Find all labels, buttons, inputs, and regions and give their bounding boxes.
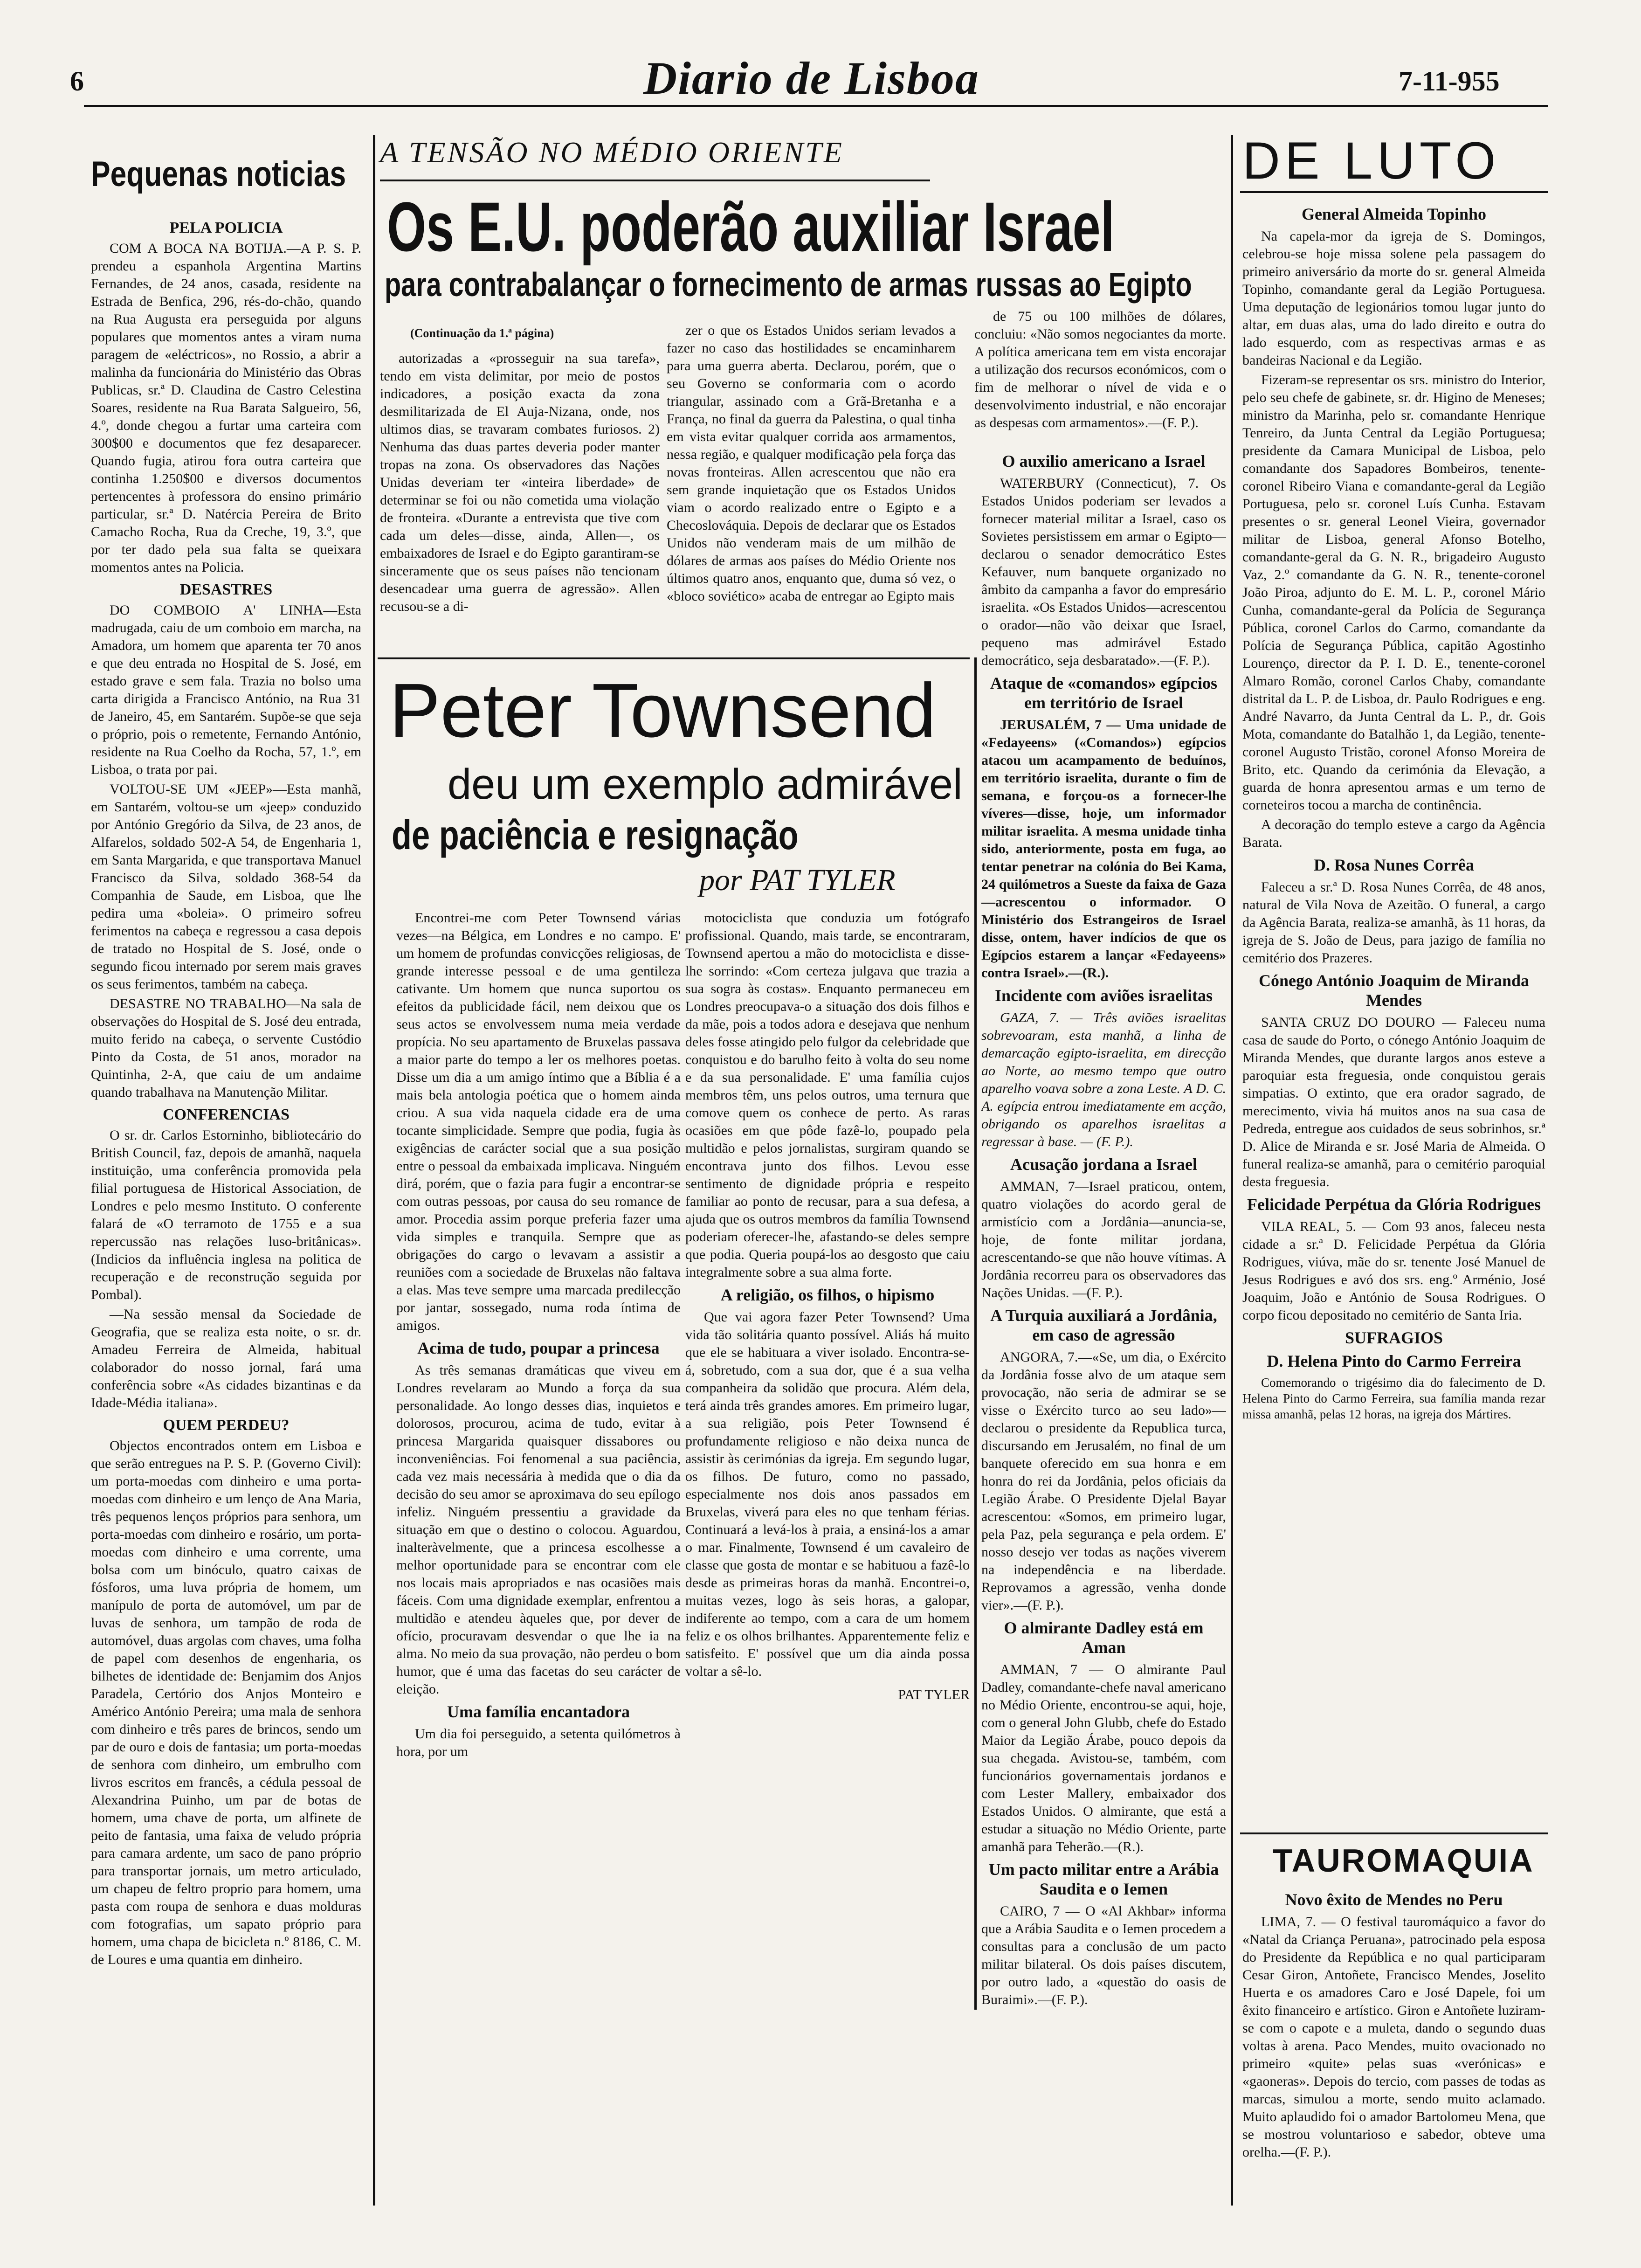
conferencias-heading: CONFERENCIAS [162,1106,290,1123]
desastres-heading: DESASTRES [179,581,273,598]
townsend-col-1-text: Encontrei-me com Peter Townsend várias vezes—na Bélgica, em Londres e no campo. E' um homem de profundas convicções religiosas, de grande interesse pessoal e de uma gentileza cativante. Um homem que nunca suportou os efeitos da publicidade fácil, nem deixou que os seus actos se envolvessem numa meia verdade propícia. No seu apartamento de Bruxelas passava a maior parte do tempo a ler os melhores poetas. Disse um dia a um amigo íntimo que a Bíblia é a mais bela antologia poética que o homem ainda criou. A sua vida naquela cidade era de uma tocante simplicidade. Sempre que podia, fugia às exigências de carácter social que a sua posição entre o pessoal da embaixada implicava. Ninguém dirá, porém, que o fazia para fugir a encontrar-se com outras pessoas, por causa do seu romance de amor. Procedia assim porque preferia fazer uma vida simples e tranquila. Sempre que as obrigações do cargo o levavam a assistir a reuniões com a sociedade de Bruxelas não faltava a elas. Mas teve sempre uma marcada predilecção por jantar, sossegado, numa roda íntima de amigos. [396,910,681,1333]
ataque-heading: Ataque de «comandos» egípcios em território de Israel [990,674,1218,712]
dadley-heading: O almirante Dadley está em Aman [1004,1618,1204,1657]
tensao-col-1-text: autorizadas a «prosseguir na sua tarefa», tendo em vista delimitar, por meio de postos indicadores, a posição exacta da zona desmilitarizada de El Auja-Nizana, onde, nos ultimos dias, se travaram combates furiosos. 2) Nenhuma das duas partes deveria poder manter tropas na zona. Os observadores das Nações Unidas deveriam ter «inteira liberdade» de determinar se foi ou não cometida uma violação de fronteira. «Durante a entrevista que tive com cada um deles—disse, ainda, Allen—, os embaixadores de Israel e do Egipto garantiram-se sinceramente que os seus países não tencionam desencadear uma guerra de agressão». Allen recusou-se a di- [380,351,660,614]
dadley-text: AMMAN, 7 — O almirante Paul Dadley, comandante-chefe naval americano no Médio Oriente, encontrou-se aqui, hoje, com o general John Glubb, chefe do Estado Maior da Legião Árabe, pouco depois da sua chegada. Avistou-se, também, com funcionários governamentais jordanos e com Lester Mallery, embaixador dos Estados Unidos. O almirante, que está a estudar a situação no Médio Oriente, parte amanhã para Teherão.—(R.). [981,1662,1226,1854]
tensao-col-3-text: de 75 ou 100 milhões de dólares, concluiu: «Não somos negociantes da morte. A política americana tem em vista encorajar a utilização dos recursos económicos, com o fim de melhorar o nível de vida e o desenvolvimento industrial, e não encorajar as despesas com armamentos».—(F. P.). [974,309,1226,430]
policia-text: COM A BOCA NA BOTIJA.—A P. S. P. prendeu a espanhola Argentina Martins Fernandes, de 24 anos, casada, residente na Estrada de Benfica, 296, rés-do-chão, quando na Rua Augusta era perseguida por alguns populares que momentos antes a viram numa paragem de «eléctricos», no Rossio, a abrir a malinha da funcionária do Ministério das Obras Publicas, sr.ª D. Claudina de Castro Celestina Soares, residente na Rua Barata Salgueiro, 56, 4.º, donde chegou a furtar uma carteira com 300$00 e documentos que fez desaparecer. Quando fugia, atirou fora outra carteira que continha 1.250$00 e diversos documentos pertencentes à professora do ensino primário particular, sr.ª D. Natércia Pereira de Brito Camacho Rocha, Rua da Creche, 19, 3.º, que por ter dado pela sua falta se queixara momentos antes na Policia. [91,241,361,575]
conego-text: SANTA CRUZ DO DOURO — Faleceu numa casa de saude do Porto, o cónego António Joaquim de Miranda Mendes, que durante largos anos esteve a paroquiar esta freguesia, onde conquistou gerais simpatias. O extinto, que era orador sagrado, de merecimento, vivia há muitos anos na sua casa de Pedreda, entregue aos cuidados de seus sobrinhos, sr.ª D. Alice de Miranda e sr. José Maria de Almeida. O funeral realiza-se amanhã, para o cemitério paroquial desta freguesia. [1242,1015,1545,1189]
tauromaquia-heading: Novo êxito de Mendes no Peru [1285,1890,1503,1909]
sufragios-heading: SUFRAGIOS [1345,1328,1443,1347]
townsend-title: Peter Townsend [389,668,937,753]
tensao-headline: Os E.U. poderão auxiliar Israel [387,187,1115,266]
townsend-col-1b-text: As três semanas dramáticas que viveu em Londres revelaram ao Mundo a força da sua personalidade. Ao longo desses dias, inquietos e dolorosos, procurou, acima de tudo, evitar à princesa Margarida quaisquer dissabores ou inconveniências. Foi fenomenal a sua paciência, cada vez mais necessária à medida que o dia da decisão do seu amor se aproximava do seu epílogo infeliz. Ninguém pressentiu a gravidade da situação em que o destino o colocou. Aguardou, inalteràvelmente, que a princesa escolhesse a melhor oportunidade para se encontrar com ele nos locais mais apropriados e nas ocasiões mais fáceis. Com uma dignidade exemplar, enfrentou a multidão e atendeu àqueles que, por dever de ofício, procuravam desvendar o que lhe ia na alma. No meio da sua provação, não perdeu o bom humor, que é uma das facetas do seu carácter de eleição. [396,1362,681,1697]
tauromaquia-title: TAUROMAQUIA [1273,1842,1534,1879]
townsend-byline: por PAT TYLER [699,863,896,897]
continuation-note: (Continuação da 1.ª página) [410,326,554,340]
paper-title: Diario de Lisboa [643,52,979,104]
incidente-heading: Incidente com aviões israelitas [995,986,1213,1005]
auxilio-heading: O auxilio americano a Israel [1002,452,1206,470]
townsend-col-2b-text: Que vai agora fazer Peter Townsend? Uma vida tão solitária quanto possível. Aliás há muito que ele se habituara a viver isolado. Encontra-se-á, sobretudo, com a sua dor, que é a sua velha companheira da solidão que procura. Além dela, terá ainda três grandes amores. Em primeiro lugar, a sua religião, pois Peter Townsend é profundamente religioso e não deixa nunca de assistir às cerimónias da igreja. Em segundo lugar, os filhos. De futuro, como no passado, especialmente nos dois anos passados em Bruxelas, viverá para eles no que tenham férias. Continuará a levá-los à praia, a ensiná-los a amar o mar. Finalmente, Townsend é um cavaleiro de classe que gosta de montar e se habituou a fazê-lo desde as primeiras horas da manhã. Encontrei-o, muitas vezes, logo às seis horas, a galopar, indiferente ao tempo, com a cara de um homem feliz e os olhos brilhantes. Apparentemente feliz e satisfeito. E' possível que um dia ainda possa voltar a sê-lo. [685,1309,970,1679]
topinho-text-3: A decoração do templo esteve a cargo da Agência Barata. [1242,817,1545,850]
desastres-text-1: DO COMBOIO A' LINHA—Esta madrugada, caiu de um comboio em marcha, na Amadora, um homem que aparenta ter 70 anos e que deu entrada no Hospital de S. José, em estado grave e sem fala. Trazia no bolso uma carta dirigida a Francisco António, na Rua 31 de Janeiro, 45, em Santarém. Supõe-se que seja o próprio, pois o remetente, Fernando António, residente na Rua Coelho da Rocha, 57, 1.º, em Lisboa, o trata por pai. [91,602,361,777]
auxilio-text: WATERBURY (Connecticut), 7. Os Estados Unidos poderiam ser levados a fornecer material militar a Israel, caso os Sovietes persistissem em armar o Egipto—declarou o senador democrático Estes Kefauver, num banquete organizado no âmbito da campanha a favor do empresário israelita. «Os Estados Unidos—acrescentou o orador—não vão deixar que Israel, pequeno mas admirável Estado democrático, seja desbaratado».—(F. P.). [981,476,1226,668]
tauromaquia-text: LIMA, 7. — O festival tauromáquico a favor do «Natal da Criança Peruana», patrocinado pela esposa do Presidente da República e no qual participaram Cesar Giron, Antoñete, Francisco Mendes, Joselito Huerta e os amadores Caro e José Dapele, foi um êxito financeiro e artístico. Giron e Antoñete luziram-se com o capote e a muleta, dando o segundo duas voltas à arena. Paco Mendes, muito ovacionado no primeiro «quite» pelas suas «verónicas» e «gaoneras». Depois do tercio, com passes de todas as marcas, simulou a morte, sendo muito aclamado. Muito aplaudido foi o amador Bartolomeu Mena, que se mostrou voluntarioso e sabedor, obteve uma orelha.—(F. P.). [1242,1914,1545,2160]
policia-heading: PELA POLICIA [169,219,283,236]
townsend-col-1 [396,909,681,2206]
townsend-col-1c-text: Um dia foi perseguido, a setenta quilómetros à hora, por um [396,1726,681,1759]
sufragios-text: Comemorando o trigésimo dia do falecimento de D. Helena Pinto do Carmo Ferreira, sua família manda rezar missa amanhã, pelas 12 horas, na igreja dos Mártires. [1242,1376,1545,1421]
tensao-col-2-text: zer o que os Estados Unidos seriam levados a fazer no caso das hostilidades se encaminharem para uma guerra aberta. Declarou, porém, que o seu Governo se conformaria com o acordo triangular, assinado com a Grã-Bretanha e a França, no final da guerra da Palestina, o qual tinha em vista evitar qualquer corrida aos armamentos, nessa região, e qualquer modificação pela força das novas fronteiras. Allen acrescentou que não era sem grande inquietação que os Estados Unidos viam o acordo realizado entre o Egipto e a Checoslováquia. Depois de declarar que os Estados Unidos não venderam mais de um milhão de dólares de armas aos países do Médio Oriente nos últimos quatro anos, enquanto que, duma só vez, o «bloco soviético» acaba de entregar ao Egipto mais [667,323,956,604]
pacto-text: CAIRO, 7 — O «Al Akhbar» informa que a Arábia Saudita e o Iemen procedem a consultas para a conclusão de um pacto militar bilateral. Os dois países discutem, por outro lado, a «questão do oasis de Buraimi».—(F. P.). [981,1903,1226,2007]
section-divider [1240,1832,1548,1834]
tauromaquia-column [1242,1886,1545,2208]
pequenas-column [91,214,361,2206]
tensao-col-3 [974,308,1226,448]
pequenas-noticias-title: Pequenas noticias [91,154,346,194]
perdeu-heading: QUEM PERDEU? [163,1417,290,1434]
ataque-text: JERUSALÉM, 7 — Uma unidade de «Fedayeens» («Comandos») egípcios atacou um acampamento de beduínos, em território israelita, durante o fim de semana, e forçou-os a fornecer-lhe víveres—disse, hoje, um informador militar israelita. A mesma unidade tinha sido, anteriormente, posta em fuga, ao tentar penetrar na colónia do Bei Kama, 24 quilómetros a Sueste da faixa de Gaza—acrescentou o informador. O Ministério dos Estrangeiros de Israel disse, ontem, haver indícios de que os Egípcios estarem a lançar «Fedayeens» contra Israel».—(R.). [981,717,1226,981]
townsend-subhead-b: Uma família encantadora [447,1702,630,1721]
page-number: 6 [70,66,84,97]
tensao-col-2 [667,322,956,653]
desastres-text-3: DESASTRE NO TRABALHO—Na sala de observações do Hospital de S. José deu entrada, muito ferido na cabeça, o servente Custódio Pinto da Costa, de 51 anos, morador na Quintinha, 2-A, que caiu de um andaime quando trabalhava na Manutenção Militar. [91,996,361,1100]
news-column [981,448,1226,2206]
issue-date: 7-11-955 [1399,66,1500,97]
felicidade-heading: Felicidade Perpétua da Glória Rodrigues [1247,1195,1541,1214]
townsend-subtitle-2: de paciência e resignação [392,812,799,858]
townsend-subhead-c: A religião, os filhos, o hipismo [720,1286,935,1304]
column-divider [974,657,977,2010]
section-divider [378,657,970,659]
de-luto-column [1242,201,1545,1828]
topinho-text-2: Fizeram-se representar os srs. ministro do Interior, pelo seu chefe de gabinete, sr. dr. Higino de Meneses; ministro da Marinha, pelo sr. comandante Henrique Tenreiro, da Junta Central da Legião Portuguesa; presidente da Camara Municipal de Lisboa, pelo comandante dos Sapadores Bombeiros, tenente-coronel Ribeiro Viana e comandante-geral da Legião Portuguesa, pelo sr. coronel Luís Cunha. Estavam presentes o sr. general Leonel Vieira, governador militar de Lisboa, general Afonso Botelho, comandante-geral da G. N. R., brigadeiro Augusto Vaz, 2.º comandante da G. N. R., tenente-coronel João Piroa, adjunto do E. M. L. P., coronel Mário Cunha, comandante-geral da Polícia de Segurança Pública, coronel Carlos do Carmo, comandante da Polícia de Segurança Pública, capitão Agostinho Lourenço, director da P. I. D. E., tenente-coronel Almaro Romão, coronel Carlos Chaby, comandante distrital da L. P. de Lisboa, dr. Paulo Rodrigues e eng. André Navarro, da Junta Central da L. P., dr. Gois Mota, comandante do Batalhão 1, da Legião, tenente-coronel Augusto Tristão, coronel Afonso Moreira de Brito, etc. Quando da cerimónia da Elevação, a guarda de honra apresentou armas e um terno de corneteiros tocou a marcha de continência. [1242,372,1545,813]
incidente-text: GAZA, 7. — Três aviões israelitas sobrevoaram, esta manhã, a linha de demarcação egipto-israelita, em direcção ao Norte, ao mesmo tempo que outro aparelho voava sobre a zona Leste. A D. C. A. egípcia entrou imediatamente em acção, obrigando os aparelhos israelitas a regressar à base. — (F. P.). [981,1010,1226,1149]
topinho-text-1: Na capela-mor da igreja de S. Domingos, celebrou-se hoje missa solene pela passagem do primeiro aniversário da morte do sr. general Almeida Topinho, comandante geral da Legião Portuguesa. Uma deputação de legionários tomou lugar junto do altar, em duas alas, uma do lado direito e outra do lado esquerdo, com as respectivas armas e as bandeiras Nacional e da Legião. [1242,228,1545,368]
desastres-text-2: VOLTOU-SE UM «JEEP»—Esta manhã, em Santarém, voltou-se um «jeep» conduzido por António Gregório da Silva, de 23 anos, de Alfarelos, soldado 502-A 54, de Engenharia 1, em Santa Margarida, e que transportava Manuel Francisco da Silva, soldado 368-54 da Companhia de Saude, em Lisboa, que lhe pedira uma «boleia». O primeiro sofreu ferimentos na cabeça e regressou a casa depois de tratado no Hospital de S. José, onde o segundo ficou internado por serem mais graves os seus ferimentos, também na cabeça. [91,781,361,992]
conferencias-text-1: O sr. dr. Carlos Estorninho, bibliotecário do British Council, faz, depois de amanhã, naquela instituição, uma conferência promovida pela filial portuguesa de Historical Association, de Londres e pelo mesmo Instituto. O conferente falará de «O terramoto de 1755 e a sua repercussão nas relações luso-britânicas». (Indicios da influência inglesa na politica de recuperação e de reconstrução seguida por Pombal). [91,1127,361,1302]
acusacao-text: AMMAN, 7—Israel praticou, ontem, quatro violações do acordo geral de armistício com a Jordânia—anuncia-se, hoje, de fonte militar jordana, acrescentando-se que não houve vítimas. A Jordânia recorreu para os observadores das Nações Unidas. —(F. P.). [981,1179,1226,1300]
masthead-rule [84,105,1548,107]
column-divider [1231,135,1233,2206]
de-luto-title: DE LUTO [1242,131,1501,190]
townsend-subtitle-1: deu um exemplo admirável [448,761,963,808]
rosa-text: Faleceu a sr.ª D. Rosa Nunes Corrêa, de 48 anos, natural de Vila Nova de Azeitão. O funeral, a cargo da Agência Barata, realiza-se amanhã, às 11 horas, da igreja de S. João de Deus, para jazigo de família no cemitério dos Prazeres. [1242,879,1545,966]
acusacao-heading: Acusação jordana a Israel [1010,1155,1197,1174]
rosa-heading: D. Rosa Nunes Corrêa [1314,856,1474,874]
tensao-col-1 [380,350,660,653]
sufragios-subheading: D. Helena Pinto do Carmo Ferreira [1267,1352,1521,1370]
turquia-text: ANGORA, 7.—«Se, um dia, o Exército da Jordânia fosse alvo de um ataque sem provocação, não seria de admirar se se visse o Exército turco ao seu lado»—declarou o presidente da Republica turca, discursando em Jerusalém, no final de um banquete oferecido em sua honra e em honra do rei da Jordânia, pelos oficiais da Legião Árabe. O Presidente Djelal Bayar acrescentou: «Somos, em primeiro lugar, pela Paz, pela segurança e pela ordem. E' nosso desejo ver todas as nações viverem na independência e na liberdade. Reprovamos a agressão, venha donde vier».—(F. P.). [981,1349,1226,1613]
de-luto-underline [1240,191,1548,193]
townsend-subhead-a: Acima de tudo, poupar a princesa [417,1339,660,1357]
conferencias-text-2: —Na sessão mensal da Sociedade de Geografia, que se realiza esta noite, o sr. dr. Amadeu Ferreira de Almeida, habitual colaborador do nosso jornal, fará uma conferência sobre «As cidades bizantinas e da Idade-Média italiana». [91,1307,361,1411]
townsend-col-2 [685,909,970,2206]
tensao-kicker: A TENSÃO NO MÉDIO ORIENTE [380,136,844,169]
perdeu-text: Objectos encontrados ontem em Lisboa e que serão entregues na P. S. P. (Governo Civil): um porta-moedas com dinheiro e uma porta-moedas com dinheiro e um lenço de Ana Maria, três pequenos lenços próprios para senhora, um porta-moedas com dinheiro e rosário, um porta-moedas com dinheiro e uma corrente, uma bolsa com um binóculo, quatro caixas de fósforos, uma luva própria de homem, um manípulo de porta de automóvel, um par de luvas de senhora, um tampão de roda de automóvel, duas argolas com chaves, uma folha de papel com desenhos de engenharia, os bilhetes de identidade de: Benjamim dos Anjos Paradela, Certório dos Anjos Monteiro e Américo António Pereira; uma mala de senhora com dinheiro e três pares de brincos, sendo um par de ouro e dois de fantasia; um porta-moedas de senhora com dinheiro, um embrulho com livros escritos em francês, a cédula pessoal de Alexandrina Puinho, um par de botas de homem, uma chave de porta, um alfinete de peito de fantasia, uma faixa de veludo própria para camara ardente, um saco de pano próprio para transportar jornais, um metro articulado, um chapeu de feltro proprio para homem, uma pasta com roupa de senhora e duas molduras com fotografias, um sapato próprio para homem, uma chapa de bicicleta n.º 8186, C. M. de Loures e uma quantia em dinheiro. [91,1438,361,1967]
topinho-heading: General Almeida Topinho [1301,205,1487,223]
townsend-col-2-text: motociclista que conduzia um fotógrafo profissional. Quando, mais tarde, se encontraram, Townsend apertou a mão do motociclista e disse-lhe sorrindo: «Com certeza julgava que trazia a sua sogra às costas». Enquanto permaneceu em Londres preocupava-o a situação dos dois filhos e da mãe, pois a todos adora e desejava que nenhum deles fosse atingido pelo fulgor da celebridade que conquistou e do barulho feito à volta do seu nome e da sua personalidade. E' uma família cujos membros têm, uns pelos outros, uma ternura que comove quem os conhece de perto. As raras ocasiões em que pôde fazê-lo, poupado pela multidão e pelos jornalistas, surgiram quando se encontrava junto dos filhos. Levou esse sentimento de dignidade própria e respeito familiar ao ponto de recusar, para a sua defesa, a ajuda que os outros membros da família Townsend poderiam oferecer-lhe, afastando-se deles sempre que podia. Queria poupá-los ao desgosto que caiu integralmente sobre a sua alma forte. [685,910,970,1280]
townsend-signoff: PAT TYLER [898,1687,970,1702]
turquia-heading: A Turquia auxiliará a Jordânia, em caso de agressão [990,1306,1217,1344]
column-divider [373,135,375,2206]
conego-heading: Cónego António Joaquim de Miranda Mendes [1258,971,1530,1010]
tensao-subheadline: para contrabalançar o fornecimento de armas russas ao Egipto [385,266,1192,304]
kicker-underline [380,180,930,181]
pacto-heading: Um pacto militar entre a Arábia Saudita e o Iemen [988,1860,1219,1898]
felicidade-text: VILA REAL, 5. — Com 93 anos, faleceu nesta cidade a sr.ª D. Felicidade Perpétua da Glória Rodrigues, viúva, mãe do sr. tenente José Manuel de Jesus Rodrigues e avó dos srs. eng.º Arménio, José Joaquim, João e António de Sousa Rodrigues. O corpo ficou depositado no cemitério de Santa Iria. [1242,1219,1545,1323]
